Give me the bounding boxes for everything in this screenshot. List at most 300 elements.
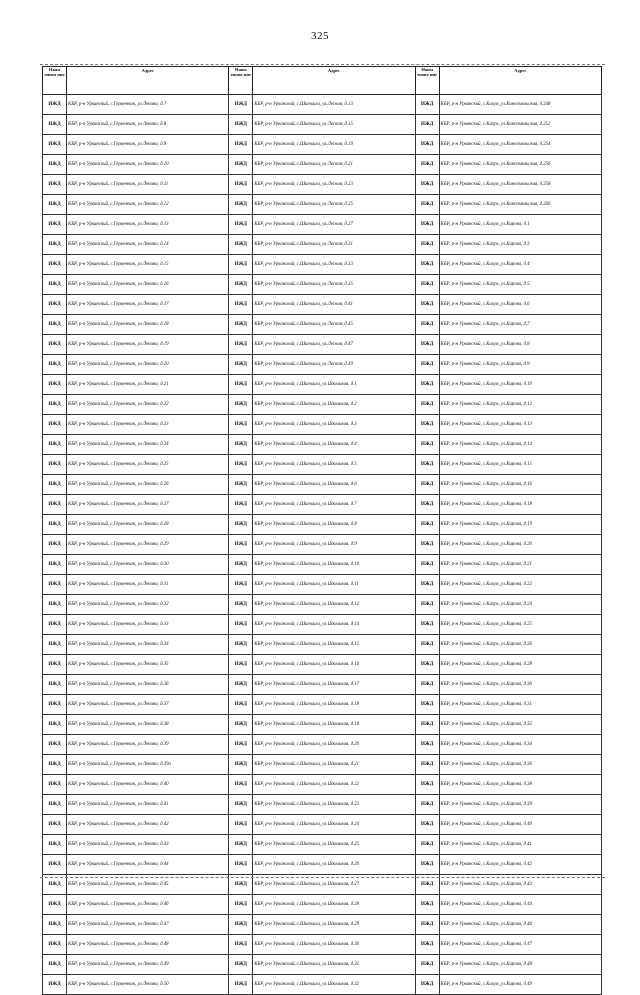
row-type-cell: ИЖД xyxy=(229,515,253,535)
row-address-cell: КБР, р-н Урванский, с.Шитхала, ул.Школьная, д.7 xyxy=(253,495,415,515)
table-row xyxy=(43,395,602,415)
row-type-cell: ИЖД xyxy=(415,535,439,555)
table-row xyxy=(43,615,602,635)
row-address-cell: КБР, р-н Урванский, с.Герменчик, ул.Ленина, д.13 xyxy=(67,215,229,235)
row-type-cell: ИЖД xyxy=(415,515,439,535)
row-type-cell: ИЖД xyxy=(43,275,67,295)
row-address-cell: КБР, р-н Урванский, с.Шитхала, ул.Школьная, д.17 xyxy=(253,675,415,695)
table-row xyxy=(43,935,602,955)
row-address-cell: КБР, р-н Урванский, с.Кахун, ул.Кирова, д.13 xyxy=(439,415,601,435)
header-address-1: Адрес xyxy=(67,67,229,95)
row-type-cell: ИЖД xyxy=(43,335,67,355)
row-address-cell: КБР, р-н Урванский, с.Герменчик, ул.Ленина, д.9 xyxy=(67,135,229,155)
row-type-cell: ИЖД xyxy=(229,775,253,795)
row-address-cell: КБР, р-н Урванский, с.Шитхала, ул.Школьная, д.10 xyxy=(253,555,415,575)
row-type-cell: ИЖД xyxy=(415,375,439,395)
row-address-cell: КБР, р-н Урванский, с.Кахун, ул.Кирова, д.41 xyxy=(439,835,601,855)
row-address-cell: КБР, р-н Урванский, с.Шитхала, ул.Школьная, д.12 xyxy=(253,595,415,615)
table-row xyxy=(43,815,602,835)
row-type-cell: ИЖД xyxy=(229,835,253,855)
row-address-cell: КБР, р-н Урванский, с.Шитхала, ул.Лесная, д.15 xyxy=(253,115,415,135)
row-type-cell: ИЖД xyxy=(229,235,253,255)
row-address-cell: КБР, р-н Урванский, с.Кахун, ул.Кирова, д.12 xyxy=(439,395,601,415)
table-row xyxy=(43,155,602,175)
row-address-cell: КБР, р-н Урванский, с.Шитхала, ул.Школьная, д.26 xyxy=(253,855,415,875)
row-address-cell: КБР, р-н Урванский, с.Герменчик, ул.Ленина, д.47 xyxy=(67,915,229,935)
row-type-cell: ИЖД xyxy=(43,535,67,555)
table-row xyxy=(43,495,602,515)
row-address-cell: КБР, р-н Урванский, с.Шитхала, ул.Лесная, д.33 xyxy=(253,255,415,275)
row-address-cell: КБР, р-н Урванский, с.Шитхала, ул.Школьная, д.2 xyxy=(253,395,415,415)
table-row xyxy=(43,555,602,575)
row-type-cell: ИЖД xyxy=(43,615,67,635)
table-row xyxy=(43,575,602,595)
row-type-cell: ИЖД xyxy=(415,95,439,115)
table-row xyxy=(43,195,602,215)
row-type-cell: ИЖД xyxy=(229,315,253,335)
bottom-divider xyxy=(40,877,605,878)
row-type-cell: ИЖД xyxy=(229,435,253,455)
header-address-2: Адрес xyxy=(253,67,415,95)
row-type-cell: ИЖД xyxy=(43,255,67,275)
table-row xyxy=(43,655,602,675)
row-type-cell: ИЖД xyxy=(229,955,253,975)
row-type-cell: ИЖД xyxy=(229,675,253,695)
table-row xyxy=(43,835,602,855)
row-type-cell: ИЖД xyxy=(43,195,67,215)
row-address-cell: КБР, р-н Урванский, с.Герменчик, ул.Ленина, д.28 xyxy=(67,515,229,535)
row-type-cell: ИЖД xyxy=(415,975,439,995)
row-type-cell: ИЖД xyxy=(415,895,439,915)
row-type-cell: ИЖД xyxy=(229,455,253,475)
row-address-cell: КБР, р-н Урванский, с.Герменчик, ул.Ленина, д.45 xyxy=(67,875,229,895)
row-type-cell: ИЖД xyxy=(229,275,253,295)
row-address-cell: КБР, р-н Урванский, с.Шитхала, ул.Школьная, д.32 xyxy=(253,975,415,995)
table-row xyxy=(43,335,602,355)
row-address-cell: КБР, р-н Урванский, с.Герменчик, ул.Ленина, д.50 xyxy=(67,975,229,995)
table-row xyxy=(43,855,602,875)
row-address-cell: КБР, р-н Урванский, с.Кахун, ул.Кирова, д.42 xyxy=(439,855,601,875)
row-type-cell: ИЖД xyxy=(415,955,439,975)
row-address-cell: КБР, р-н Урванский, с.Кахун, ул.Кирова, д.15 xyxy=(439,455,601,475)
table-row xyxy=(43,675,602,695)
row-address-cell: КБР, р-н Урванский, с.Кахун, ул.Кирова, д.44 xyxy=(439,895,601,915)
row-address-cell: КБР, р-н Урванский, с.Кахун, ул.Кирова, д.5 xyxy=(439,275,601,295)
row-address-cell: КБР, р-н Урванский, с.Герменчик, ул.Ленина, д.37 xyxy=(67,695,229,715)
row-address-cell: КБР, р-н Урванский, с.Герменчик, ул.Ленина, д.7 xyxy=(67,95,229,115)
row-address-cell: КБР, р-н Урванский, с.Герменчик, ул.Ленина, д.46 xyxy=(67,895,229,915)
row-type-cell: ИЖД xyxy=(229,855,253,875)
row-type-cell: ИЖД xyxy=(229,595,253,615)
row-address-cell: КБР, р-н Урванский, с.Герменчик, ул.Ленина, д.21 xyxy=(67,375,229,395)
row-type-cell: ИЖД xyxy=(43,115,67,135)
row-type-cell: ИЖД xyxy=(43,175,67,195)
row-type-cell: ИЖД xyxy=(43,315,67,335)
row-address-cell: КБР, р-н Урванский, с.Шитхала, ул.Школьная, д.20 xyxy=(253,735,415,755)
row-address-cell: КБР, р-н Урванский, с.Герменчик, ул.Ленина, д.39 xyxy=(67,735,229,755)
table-row xyxy=(43,755,602,775)
row-address-cell: КБР, р-н Урванский, с.Герменчик, ул.Ленина, д.42 xyxy=(67,815,229,835)
row-address-cell: КБР, р-н Урванский, с.Шитхала, ул.Лесная, д.41 xyxy=(253,295,415,315)
row-type-cell: ИЖД xyxy=(415,295,439,315)
row-address-cell: КБР, р-н Урванский, с.Герменчик, ул.Ленина, д.24 xyxy=(67,435,229,455)
row-address-cell: КБР, р-н Урванский, с.Герменчик, ул.Ленина, д.26 xyxy=(67,475,229,495)
row-type-cell: ИЖД xyxy=(415,715,439,735)
row-type-cell: ИЖД xyxy=(415,735,439,755)
row-type-cell: ИЖД xyxy=(43,595,67,615)
row-address-cell: КБР, р-н Урванский, с.Кахун, ул.Комсомольская, д.248 xyxy=(439,95,601,115)
row-address-cell: КБР, р-н Урванский, с.Герменчик, ул.Ленина, д.44 xyxy=(67,855,229,875)
row-address-cell: КБР, р-н Урванский, с.Герменчик, ул.Ленина, д.40 xyxy=(67,775,229,795)
row-address-cell: КБР, р-н Урванский, с.Кахун, ул.Кирова, д.40 xyxy=(439,815,601,835)
table-row xyxy=(43,455,602,475)
row-type-cell: ИЖД xyxy=(415,495,439,515)
row-type-cell: ИЖД xyxy=(415,575,439,595)
row-address-cell: КБР, р-н Урванский, с.Кахун, ул.Кирова, д.43 xyxy=(439,875,601,895)
row-type-cell: ИЖД xyxy=(229,695,253,715)
row-address-cell: КБР, р-н Урванский, с.Кахун, ул.Кирова, д.39 xyxy=(439,795,601,815)
row-type-cell: ИЖД xyxy=(43,295,67,315)
row-address-cell: КБР, р-н Урванский, с.Шитхала, ул.Лесная, д.25 xyxy=(253,195,415,215)
row-address-cell: КБР, р-н Урванский, с.Шитхала, ул.Лесная, д.27 xyxy=(253,215,415,235)
table-row xyxy=(43,135,602,155)
row-type-cell: ИЖД xyxy=(43,575,67,595)
row-type-cell: ИЖД xyxy=(229,375,253,395)
table-row xyxy=(43,635,602,655)
row-address-cell: КБР, р-н Урванский, с.Шитхала, ул.Школьная, д.25 xyxy=(253,835,415,855)
row-address-cell: КБР, р-н Урванский, с.Кахун, ул.Кирова, д.4 xyxy=(439,255,601,275)
row-type-cell: ИЖД xyxy=(229,875,253,895)
row-address-cell: КБР, р-н Урванский, с.Герменчик, ул.Ленина, д.12 xyxy=(67,195,229,215)
row-address-cell: КБР, р-н Урванский, с.Герменчик, ул.Ленина, д.17 xyxy=(67,295,229,315)
row-address-cell: КБР, р-н Урванский, с.Кахун, ул.Кирова, д.1 xyxy=(439,215,601,235)
row-type-cell: ИЖД xyxy=(415,675,439,695)
table-row xyxy=(43,715,602,735)
row-type-cell: ИЖД xyxy=(415,415,439,435)
row-type-cell: ИЖД xyxy=(229,135,253,155)
table-row xyxy=(43,955,602,975)
row-type-cell: ИЖД xyxy=(43,875,67,895)
row-type-cell: ИЖД xyxy=(229,255,253,275)
row-type-cell: ИЖД xyxy=(229,295,253,315)
row-type-cell: ИЖД xyxy=(415,215,439,235)
row-address-cell: КБР, р-н Урванский, с.Кахун, ул.Кирова, д.31 xyxy=(439,695,601,715)
row-type-cell: ИЖД xyxy=(43,815,67,835)
row-type-cell: ИЖД xyxy=(43,915,67,935)
row-address-cell: КБР, р-н Урванский, с.Герменчик, ул.Ленина, д.34 xyxy=(67,635,229,655)
row-type-cell: ИЖД xyxy=(229,175,253,195)
row-address-cell: КБР, р-н Урванский, с.Шитхала, ул.Лесная, д.19 xyxy=(253,135,415,155)
row-address-cell: КБР, р-н Урванский, с.Кахун, ул.Кирова, д.21 xyxy=(439,555,601,575)
row-address-cell: КБР, р-н Урванский, с.Кахун, ул.Кирова, д.3 xyxy=(439,235,601,255)
row-address-cell: КБР, р-н Урванский, с.Шитхала, ул.Школьная, д.19 xyxy=(253,715,415,735)
top-divider xyxy=(40,64,605,65)
row-type-cell: ИЖД xyxy=(229,475,253,495)
row-type-cell: ИЖД xyxy=(43,515,67,535)
row-type-cell: ИЖД xyxy=(43,655,67,675)
row-type-cell: ИЖД xyxy=(229,535,253,555)
row-address-cell: КБР, р-н Урванский, с.Кахун, ул.Кирова, д.38 xyxy=(439,775,601,795)
row-address-cell: КБР, р-н Урванский, с.Герменчик, ул.Ленина, д.31 xyxy=(67,575,229,595)
row-address-cell: КБР, р-н Урванский, с.Шитхала, ул.Школьная, д.4 xyxy=(253,435,415,455)
row-address-cell: КБР, р-н Урванский, с.Кахун, ул.Кирова, д.19 xyxy=(439,515,601,535)
table-header-row xyxy=(43,67,602,95)
row-type-cell: ИЖД xyxy=(229,615,253,635)
row-type-cell: ИЖД xyxy=(415,755,439,775)
row-address-cell: КБР, р-н Урванский, с.Шитхала, ул.Школьная, д.14 xyxy=(253,615,415,635)
row-address-cell: КБР, р-н Урванский, с.Герменчик, ул.Ленина, д.29 xyxy=(67,535,229,555)
row-address-cell: КБР, р-н Урванский, с.Кахун, ул.Кирова, д.48 xyxy=(439,955,601,975)
table-row xyxy=(43,735,602,755)
table-body xyxy=(43,95,602,995)
row-address-cell: КБР, р-н Урванский, с.Кахун, ул.Кирова, д.34 xyxy=(439,735,601,755)
row-type-cell: ИЖД xyxy=(415,335,439,355)
row-address-cell: КБР, р-н Урванский, с.Герменчик, ул.Ленина, д.16 xyxy=(67,275,229,295)
row-type-cell: ИЖД xyxy=(415,775,439,795)
row-address-cell: КБР, р-н Урванский, с.Герменчик, ул.Ленина, д.36 xyxy=(67,675,229,695)
row-address-cell: КБР, р-н Урванский, с.Герменчик, ул.Ленина, д.38 xyxy=(67,715,229,735)
row-type-cell: ИЖД xyxy=(43,935,67,955)
row-address-cell: КБР, р-н Урванский, с.Кахун, ул.Кирова, д.36 xyxy=(439,755,601,775)
row-address-cell: КБР, р-н Урванский, с.Кахун, ул.Кирова, д.20 xyxy=(439,535,601,555)
row-address-cell: КБР, р-н Урванский, с.Герменчик, ул.Ленина, д.35 xyxy=(67,655,229,675)
row-address-cell: КБР, р-н Урванский, с.Кахун, ул.Кирова, д.6 xyxy=(439,295,601,315)
row-type-cell: ИЖД xyxy=(43,215,67,235)
row-type-cell: ИЖД xyxy=(415,695,439,715)
table-row xyxy=(43,215,602,235)
row-address-cell: КБР, р-н Урванский, с.Шитхала, ул.Школьная, д.3 xyxy=(253,415,415,435)
row-type-cell: ИЖД xyxy=(229,115,253,135)
row-address-cell: КБР, р-н Урванский, с.Герменчик, ул.Ленина, д.23 xyxy=(67,415,229,435)
row-type-cell: ИЖД xyxy=(43,835,67,855)
row-type-cell: ИЖД xyxy=(43,95,67,115)
row-type-cell: ИЖД xyxy=(415,395,439,415)
row-type-cell: ИЖД xyxy=(415,555,439,575)
row-type-cell: ИЖД xyxy=(43,895,67,915)
page-number: 325 xyxy=(311,30,329,42)
row-type-cell: ИЖД xyxy=(229,815,253,835)
table-row xyxy=(43,435,602,455)
row-type-cell: ИЖД xyxy=(415,135,439,155)
row-type-cell: ИЖД xyxy=(229,795,253,815)
row-type-cell: ИЖД xyxy=(229,635,253,655)
row-address-cell: КБР, р-н Урванский, с.Герменчик, ул.Ленина, д.41 xyxy=(67,795,229,815)
row-type-cell: ИЖД xyxy=(43,955,67,975)
table-row xyxy=(43,915,602,935)
row-address-cell: КБР, р-н Урванский, с.Кахун, ул.Кирова, д.18 xyxy=(439,495,601,515)
row-type-cell: ИЖД xyxy=(415,355,439,375)
row-address-cell: КБР, р-н Урванский, с.Кахун, ул.Кирова, д.30 xyxy=(439,675,601,695)
row-address-cell: КБР, р-н Урванский, с.Шитхала, ул.Школьная, д.15 xyxy=(253,635,415,655)
row-address-cell: КБР, р-н Урванский, с.Кахун, ул.Кирова, д.8 xyxy=(439,335,601,355)
row-address-cell: КБР, р-н Урванский, с.Кахун, ул.Кирова, д.47 xyxy=(439,935,601,955)
row-address-cell: КБР, р-н Урванский, с.Кахун, ул.Кирова, д.7 xyxy=(439,315,601,335)
row-address-cell: КБР, р-н Урванский, с.Герменчик, ул.Ленина, д.15 xyxy=(67,255,229,275)
row-address-cell: КБР, р-н Урванский, с.Кахун, ул.Кирова, д.26 xyxy=(439,635,601,655)
row-type-cell: ИЖД xyxy=(415,155,439,175)
table-row xyxy=(43,95,602,115)
row-address-cell: КБР, р-н Урванский, с.Герменчик, ул.Ленина, д.22 xyxy=(67,395,229,415)
row-address-cell: КБР, р-н Урванский, с.Герменчик, ул.Ленина, д.10 xyxy=(67,155,229,175)
header-type-3: Наим енова ние xyxy=(415,67,439,95)
row-address-cell: КБР, р-н Урванский, с.Шитхала, ул.Школьная, д.28 xyxy=(253,895,415,915)
row-type-cell: ИЖД xyxy=(43,455,67,475)
table-row xyxy=(43,315,602,335)
row-type-cell: ИЖД xyxy=(43,235,67,255)
row-address-cell: КБР, р-н Урванский, с.Кахун, ул.Комсомольская, д.256 xyxy=(439,155,601,175)
row-type-cell: ИЖД xyxy=(43,695,67,715)
row-address-cell: КБР, р-н Урванский, с.Герменчик, ул.Ленина, д.14 xyxy=(67,235,229,255)
row-type-cell: ИЖД xyxy=(415,175,439,195)
row-type-cell: ИЖД xyxy=(43,715,67,735)
row-type-cell: ИЖД xyxy=(229,975,253,995)
row-address-cell: КБР, р-н Урванский, с.Шитхала, ул.Лесная, д.31 xyxy=(253,235,415,255)
row-type-cell: ИЖД xyxy=(229,715,253,735)
row-address-cell: КБР, р-н Урванский, с.Кахун, ул.Кирова, д.24 xyxy=(439,595,601,615)
row-address-cell: КБР, р-н Урванский, с.Кахун, ул.Кирова, д.14 xyxy=(439,435,601,455)
row-type-cell: ИЖД xyxy=(43,555,67,575)
row-address-cell: КБР, р-н Урванский, с.Кахун, ул.Кирова, д.49 xyxy=(439,975,601,995)
row-type-cell: ИЖД xyxy=(229,555,253,575)
row-type-cell: ИЖД xyxy=(229,335,253,355)
row-type-cell: ИЖД xyxy=(229,755,253,775)
row-type-cell: ИЖД xyxy=(43,495,67,515)
row-type-cell: ИЖД xyxy=(43,155,67,175)
row-address-cell: КБР, р-н Урванский, с.Шитхала, ул.Школьная, д.23 xyxy=(253,795,415,815)
row-address-cell: КБР, р-н Урванский, с.Кахун, ул.Комсомольская, д.258 xyxy=(439,175,601,195)
row-type-cell: ИЖД xyxy=(43,855,67,875)
row-type-cell: ИЖД xyxy=(43,675,67,695)
row-address-cell: КБР, р-н Урванский, с.Шитхала, ул.Школьная, д.24 xyxy=(253,815,415,835)
row-address-cell: КБР, р-н Урванский, с.Шитхала, ул.Лесная, д.23 xyxy=(253,175,415,195)
row-address-cell: КБР, р-н Урванский, с.Кахун, ул.Комсомольская, д.260 xyxy=(439,195,601,215)
row-type-cell: ИЖД xyxy=(43,735,67,755)
row-address-cell: КБР, р-н Урванский, с.Герменчик, ул.Ленина, д.32 xyxy=(67,595,229,615)
row-address-cell: КБР, р-н Урванский, с.Герменчик, ул.Ленина, д.20 xyxy=(67,355,229,375)
header-address-3: Адрес xyxy=(439,67,601,95)
table-row xyxy=(43,115,602,135)
row-type-cell: ИЖД xyxy=(229,215,253,235)
table-row xyxy=(43,595,602,615)
row-address-cell: КБР, р-н Урванский, с.Кахун, ул.Кирова, д.25 xyxy=(439,615,601,635)
row-address-cell: КБР, р-н Урванский, с.Кахун, ул.Кирова, д.46 xyxy=(439,915,601,935)
row-address-cell: КБР, р-н Урванский, с.Кахун, ул.Кирова, д.22 xyxy=(439,575,601,595)
row-type-cell: ИЖД xyxy=(415,275,439,295)
row-type-cell: ИЖД xyxy=(43,435,67,455)
row-type-cell: ИЖД xyxy=(229,935,253,955)
row-address-cell: КБР, р-н Урванский, с.Шитхала, ул.Школьная, д.18 xyxy=(253,695,415,715)
row-address-cell: КБР, р-н Урванский, с.Шитхала, ул.Школьная, д.9 xyxy=(253,535,415,555)
row-address-cell: КБР, р-н Урванский, с.Шитхала, ул.Школьная, д.5 xyxy=(253,455,415,475)
row-address-cell: КБР, р-н Урванский, с.Шитхала, ул.Лесная, д.45 xyxy=(253,315,415,335)
row-type-cell: ИЖД xyxy=(229,355,253,375)
row-type-cell: ИЖД xyxy=(415,655,439,675)
row-type-cell: ИЖД xyxy=(229,415,253,435)
row-address-cell: КБР, р-н Урванский, с.Герменчик, ул.Ленина, д.39а xyxy=(67,755,229,775)
row-address-cell: КБР, р-н Урванский, с.Герменчик, ул.Ленина, д.19 xyxy=(67,335,229,355)
row-type-cell: ИЖД xyxy=(415,875,439,895)
row-address-cell: КБР, р-н Урванский, с.Шитхала, ул.Лесная, д.47 xyxy=(253,335,415,355)
row-address-cell: КБР, р-н Урванский, с.Герменчик, ул.Ленина, д.33 xyxy=(67,615,229,635)
row-type-cell: ИЖД xyxy=(229,575,253,595)
row-type-cell: ИЖД xyxy=(229,915,253,935)
row-address-cell: КБР, р-н Урванский, с.Шитхала, ул.Лесная, д.49 xyxy=(253,355,415,375)
table-row xyxy=(43,415,602,435)
row-address-cell: КБР, р-н Урванский, с.Герменчик, ул.Ленина, д.48 xyxy=(67,935,229,955)
row-address-cell: КБР, р-н Урванский, с.Шитхала, ул.Лесная, д.21 xyxy=(253,155,415,175)
table-row xyxy=(43,295,602,315)
row-type-cell: ИЖД xyxy=(415,835,439,855)
row-type-cell: ИЖД xyxy=(415,455,439,475)
row-address-cell: КБР, р-н Урванский, с.Герменчик, ул.Ленина, д.27 xyxy=(67,495,229,515)
table-row xyxy=(43,275,602,295)
row-type-cell: ИЖД xyxy=(229,495,253,515)
row-address-cell: КБР, р-н Урванский, с.Шитхала, ул.Школьная, д.29 xyxy=(253,915,415,935)
row-type-cell: ИЖД xyxy=(229,735,253,755)
row-type-cell: ИЖД xyxy=(415,855,439,875)
row-address-cell: КБР, р-н Урванский, с.Шитхала, ул.Школьная, д.27 xyxy=(253,875,415,895)
row-address-cell: КБР, р-н Урванский, с.Шитхала, ул.Школьная, д.1 xyxy=(253,375,415,395)
row-address-cell: КБР, р-н Урванский, с.Шитхала, ул.Школьная, д.6 xyxy=(253,475,415,495)
row-address-cell: КБР, р-н Урванский, с.Шитхала, ул.Школьная, д.8 xyxy=(253,515,415,535)
row-type-cell: ИЖД xyxy=(415,475,439,495)
table-row xyxy=(43,975,602,995)
row-type-cell: ИЖД xyxy=(415,315,439,335)
row-type-cell: ИЖД xyxy=(229,395,253,415)
table-row xyxy=(43,235,602,255)
row-address-cell: КБР, р-н Урванский, с.Шитхала, ул.Лесная, д.35 xyxy=(253,275,415,295)
row-type-cell: ИЖД xyxy=(415,115,439,135)
table-row xyxy=(43,175,602,195)
row-type-cell: ИЖД xyxy=(43,795,67,815)
row-type-cell: ИЖД xyxy=(43,755,67,775)
row-address-cell: КБР, р-н Урванский, с.Кахун, ул.Кирова, д.32 xyxy=(439,715,601,735)
row-type-cell: ИЖД xyxy=(43,375,67,395)
row-address-cell: КБР, р-н Урванский, с.Шитхала, ул.Школьная, д.16 xyxy=(253,655,415,675)
row-address-cell: КБР, р-н Урванский, с.Шитхала, ул.Школьная, д.11 xyxy=(253,575,415,595)
row-address-cell: КБР, р-н Урванский, с.Шитхала, ул.Школьная, д.31 xyxy=(253,955,415,975)
row-type-cell: ИЖД xyxy=(415,815,439,835)
row-type-cell: ИЖД xyxy=(415,635,439,655)
row-type-cell: ИЖД xyxy=(43,975,67,995)
row-address-cell: КБР, р-н Урванский, с.Герменчик, ул.Ленина, д.25 xyxy=(67,455,229,475)
row-type-cell: ИЖД xyxy=(415,195,439,215)
table-row xyxy=(43,795,602,815)
row-type-cell: ИЖД xyxy=(43,635,67,655)
row-type-cell: ИЖД xyxy=(415,235,439,255)
table-row xyxy=(43,255,602,275)
row-address-cell: КБР, р-н Урванский, с.Шитхала, ул.Лесная, д.13 xyxy=(253,95,415,115)
table-row xyxy=(43,695,602,715)
row-address-cell: КБР, р-н Урванский, с.Кахун, ул.Кирова, д.9 xyxy=(439,355,601,375)
row-address-cell: КБР, р-н Урванский, с.Кахун, ул.Комсомольская, д.254 xyxy=(439,135,601,155)
row-address-cell: КБР, р-н Урванский, с.Герменчик, ул.Ленина, д.49 xyxy=(67,955,229,975)
row-type-cell: ИЖД xyxy=(43,775,67,795)
row-type-cell: ИЖД xyxy=(43,355,67,375)
row-address-cell: КБР, р-н Урванский, с.Кахун, ул.Кирова, д.28 xyxy=(439,655,601,675)
row-type-cell: ИЖД xyxy=(415,915,439,935)
table-row xyxy=(43,515,602,535)
row-type-cell: ИЖД xyxy=(229,895,253,915)
header-type-1: Наим енова ние xyxy=(43,67,67,95)
row-type-cell: ИЖД xyxy=(43,395,67,415)
row-address-cell: КБР, р-н Урванский, с.Шитхала, ул.Школьная, д.21 xyxy=(253,755,415,775)
row-address-cell: КБР, р-н Урванский, с.Герменчик, ул.Ленина, д.11 xyxy=(67,175,229,195)
table-row xyxy=(43,535,602,555)
row-type-cell: ИЖД xyxy=(43,415,67,435)
header-type-2: Наим енова ние xyxy=(229,67,253,95)
row-type-cell: ИЖД xyxy=(229,155,253,175)
